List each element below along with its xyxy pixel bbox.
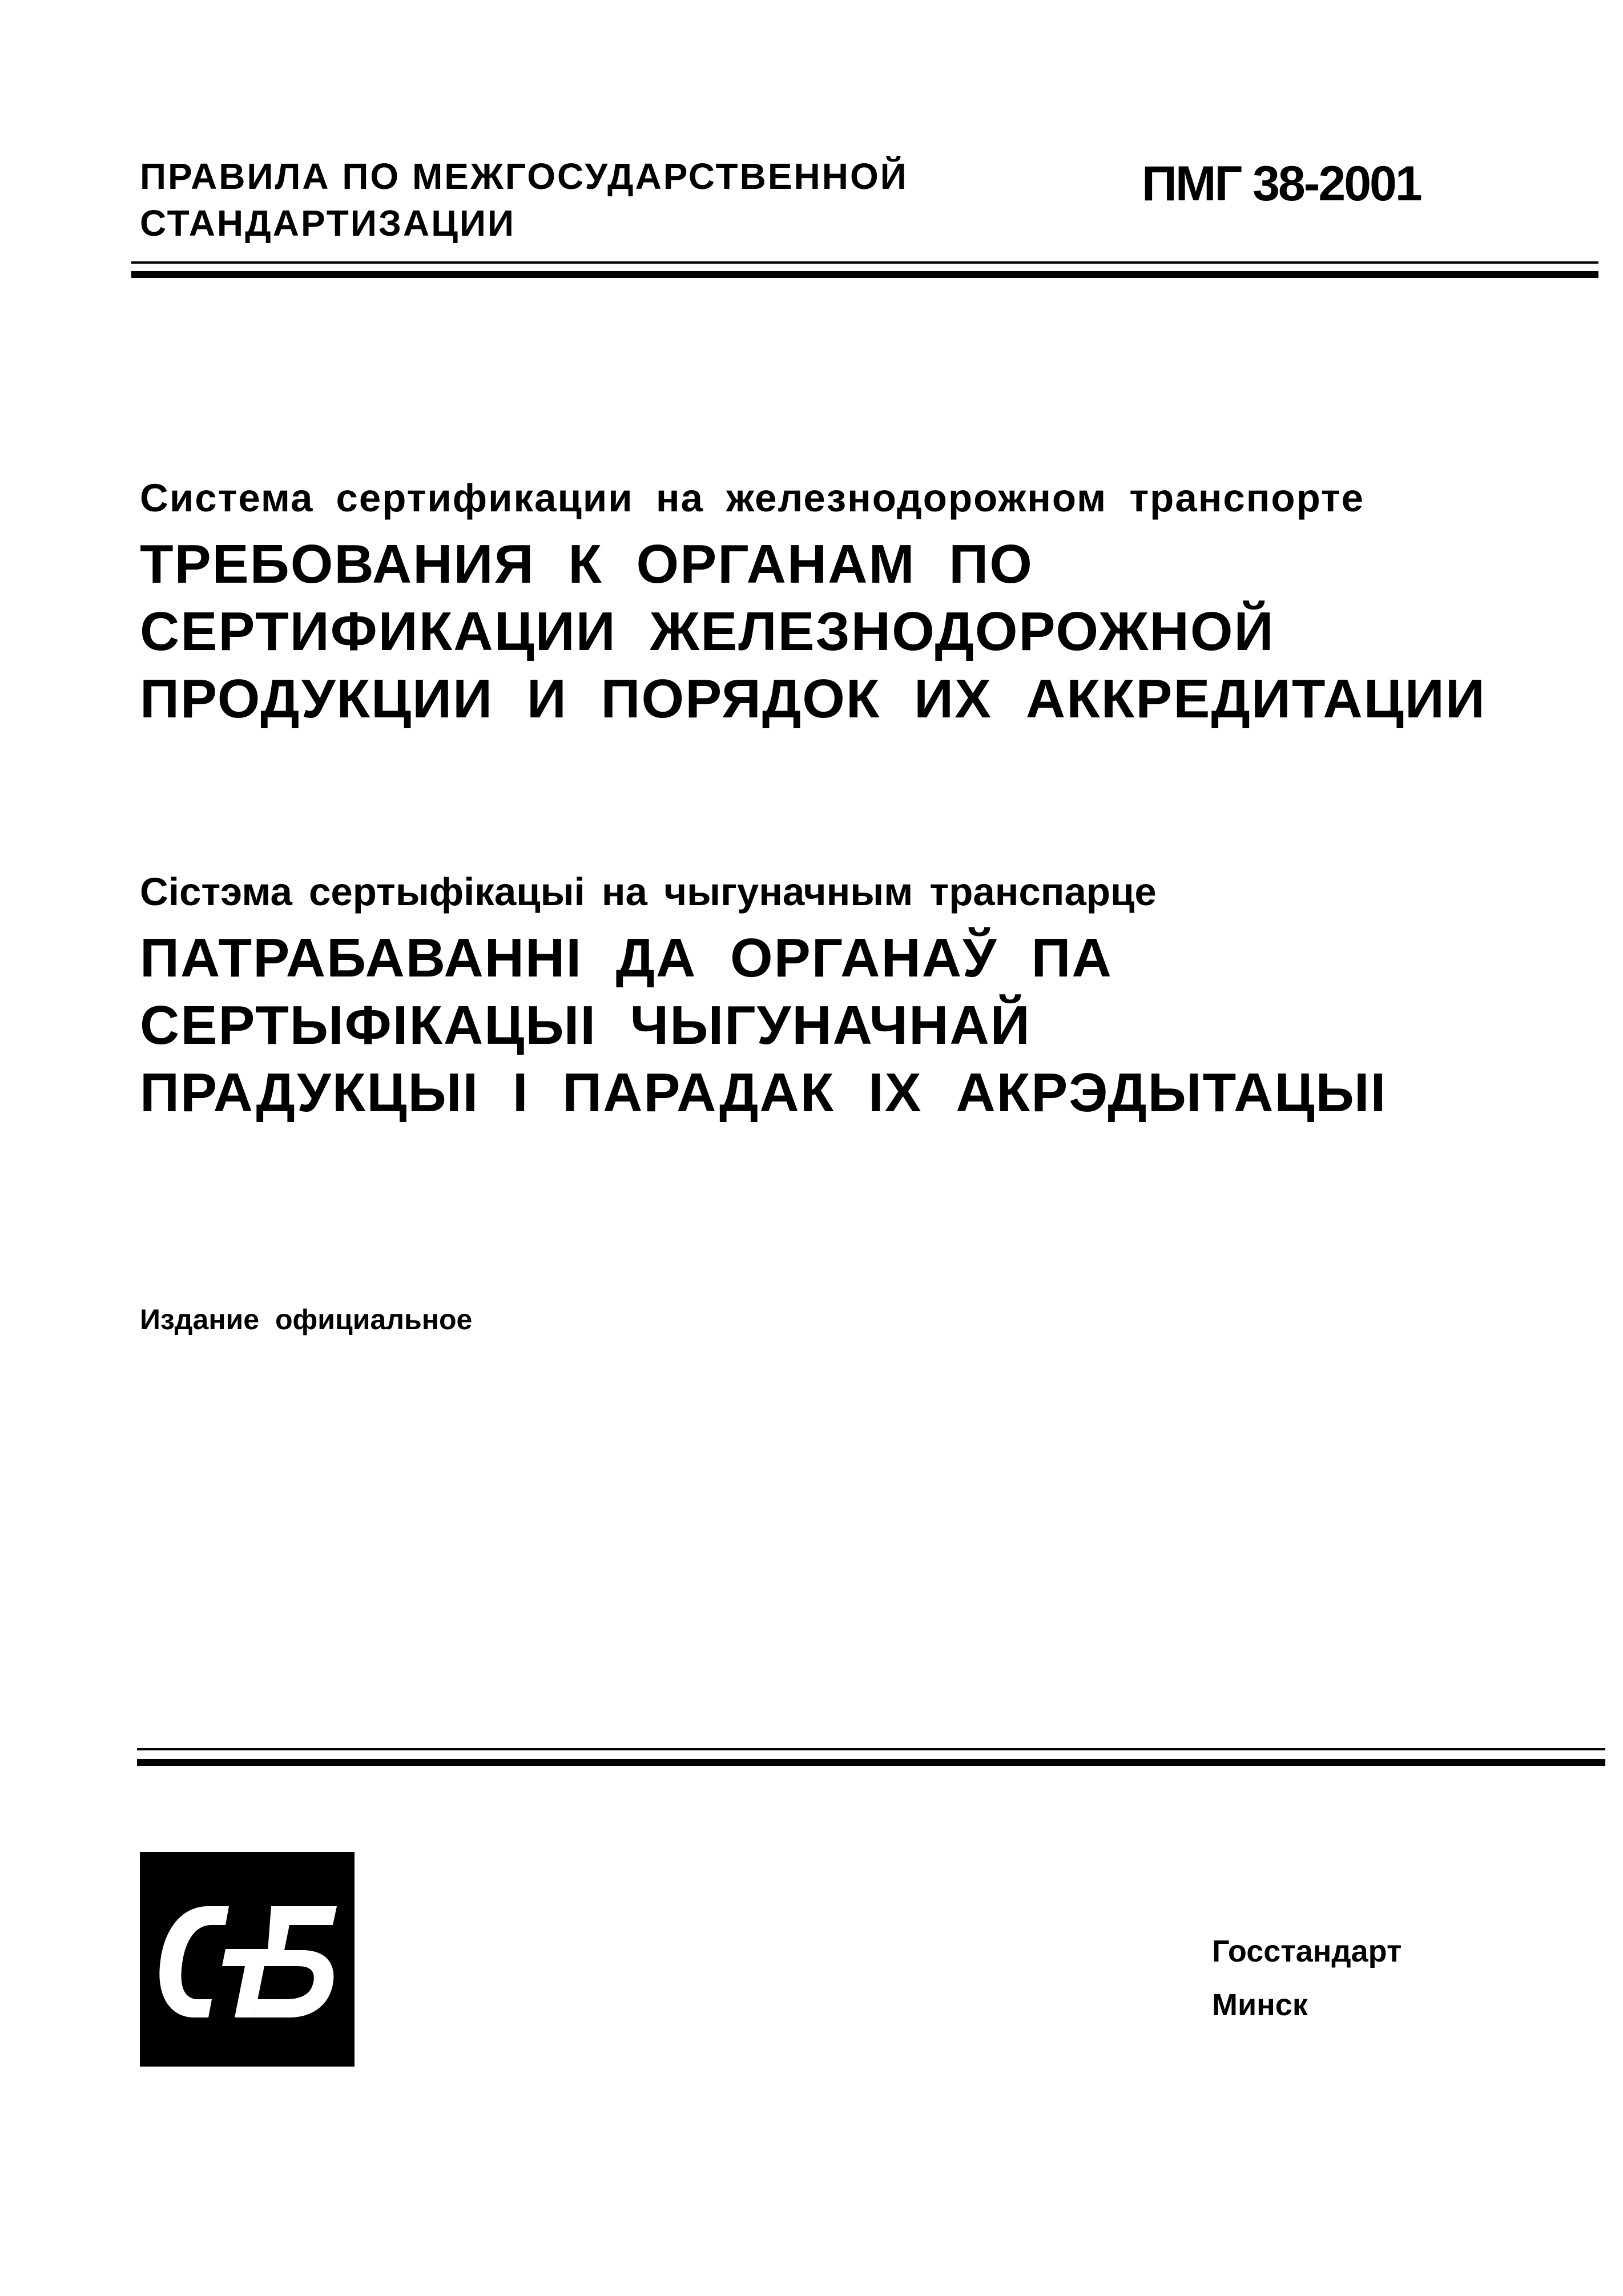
ru-system-name: Система сертификации на железнодорожном транспорте (140, 476, 1364, 520)
ru-document-title (140, 531, 1596, 733)
ru-title-line-3: ПРОДУКЦИИ И ПОРЯДОК ИХ АККРЕДИТАЦИИ (140, 668, 1486, 729)
stb-logo-icon (140, 1852, 355, 2067)
series-line-1: ПРАВИЛА ПО МЕЖГОСУДАРСТВЕННОЙ (140, 156, 908, 197)
document-series (140, 153, 996, 247)
by-document-title (140, 925, 1596, 1127)
by-system-name: Сістэма сертыфікацыі на чыгуначным транспарце (140, 870, 1157, 914)
by-title-line-3: ПРАДУКЦЫІ І ПАРАДАК ІХ АКРЭДЫТАЦЫІ (140, 1062, 1387, 1123)
top-divider-thick (131, 271, 1598, 278)
by-title-line-2: СЕРТЫФІКАЦЫІ ЧЫГУНАЧНАЙ (140, 995, 1031, 1056)
bottom-divider-thick (137, 1759, 1605, 1766)
bottom-divider-thin (137, 1748, 1605, 1750)
document-code: ПМГ 38-2001 (1142, 156, 1421, 211)
publisher-name: Госстандарт (1212, 1934, 1402, 1968)
ru-title-line-1: ТРЕБОВАНИЯ К ОРГАНАМ ПО (140, 534, 1033, 595)
edition-label: Издание официальное (140, 1304, 473, 1335)
series-line-2: СТАНДАРТИЗАЦИИ (140, 203, 516, 244)
by-title-line-1: ПАТРАБАВАННІ ДА ОРГАНАЎ ПА (140, 927, 1113, 988)
top-divider-thin (131, 261, 1598, 264)
ru-title-line-2: СЕРТИФИКАЦИИ ЖЕЛЕЗНОДОРОЖНОЙ (140, 601, 1275, 662)
publisher-city: Минск (1212, 1988, 1308, 2022)
